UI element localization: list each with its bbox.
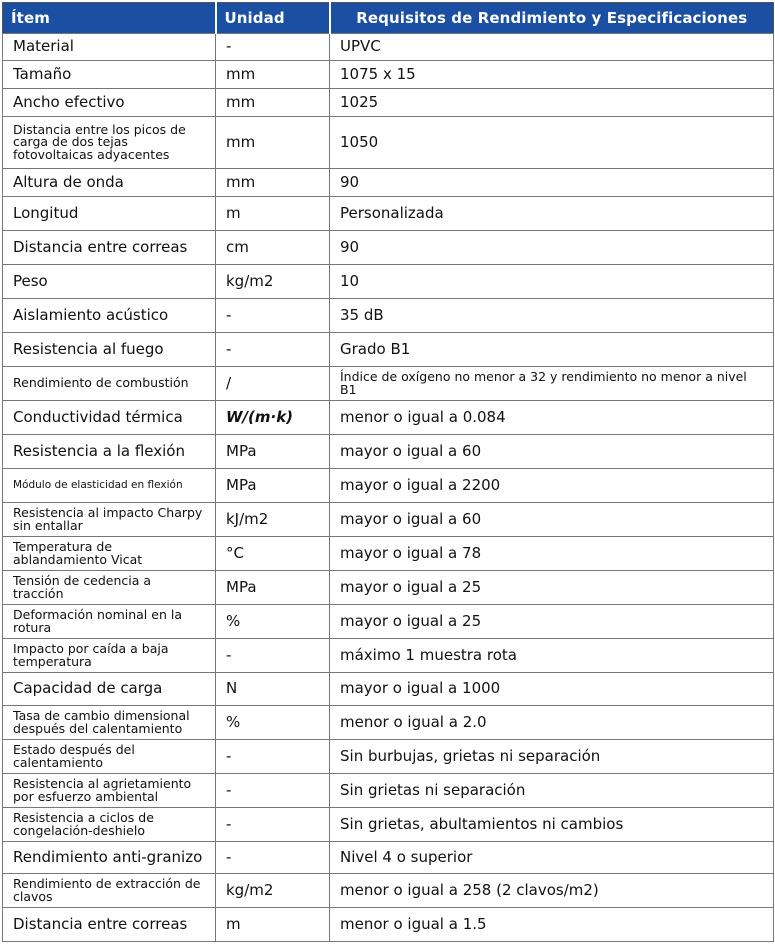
- table-row: [3, 503, 774, 537]
- spec-cell: Nivel 4 o superior: [330, 842, 774, 874]
- unit-cell: mm: [216, 89, 330, 117]
- unit-cell: -: [216, 740, 330, 774]
- table-row: [3, 842, 774, 874]
- spec-cell: mayor o igual a 25: [330, 605, 774, 639]
- table-row: [3, 367, 774, 401]
- item-cell: Longitud: [3, 197, 216, 231]
- spec-cell: 90: [330, 169, 774, 197]
- item-cell: Resistencia al fuego: [3, 333, 216, 367]
- table-row: [3, 706, 774, 740]
- item-cell: Material: [3, 34, 216, 61]
- spec-cell: 1050: [330, 117, 774, 169]
- unit-cell: mm: [216, 169, 330, 197]
- header-unit: Unidad: [216, 3, 330, 34]
- unit-cell: %: [216, 706, 330, 740]
- spec-cell: mayor o igual a 1000: [330, 673, 774, 706]
- table-body: [3, 34, 774, 942]
- item-cell: Deformación nominal en la rotura: [3, 605, 216, 639]
- spec-cell: máximo 1 muestra rota: [330, 639, 774, 673]
- spec-cell: 35 dB: [330, 299, 774, 333]
- table-row: [3, 197, 774, 231]
- table-row: [3, 537, 774, 571]
- item-cell: Altura de onda: [3, 169, 216, 197]
- spec-cell: mayor o igual a 2200: [330, 469, 774, 503]
- item-cell: Impacto por caída a baja temperatura: [3, 639, 216, 673]
- item-cell: Rendimiento de combustión: [3, 367, 216, 401]
- item-cell: Resistencia al impacto Charpy sin entallar: [3, 503, 216, 537]
- table-row: [3, 435, 774, 469]
- spec-cell: mayor o igual a 25: [330, 571, 774, 605]
- spec-cell: 1075 x 15: [330, 61, 774, 89]
- spec-cell: Sin burbujas, grietas ni separación: [330, 740, 774, 774]
- item-cell: Ancho efectivo: [3, 89, 216, 117]
- item-cell: Temperatura de ablandamiento Vicat: [3, 537, 216, 571]
- table-row: [3, 333, 774, 367]
- unit-cell: -: [216, 639, 330, 673]
- table-row: [3, 908, 774, 942]
- table-row: [3, 299, 774, 333]
- item-cell: Resistencia a ciclos de congelación-deshielo: [3, 808, 216, 842]
- table-row: [3, 401, 774, 435]
- unit-cell: mm: [216, 61, 330, 89]
- item-cell: Resistencia a la flexión: [3, 435, 216, 469]
- unit-cell: /: [216, 367, 330, 401]
- unit-cell: -: [216, 299, 330, 333]
- item-cell: Capacidad de carga: [3, 673, 216, 706]
- table-row: [3, 169, 774, 197]
- table-row: [3, 89, 774, 117]
- item-cell: Resistencia al agrietamiento por esfuerzo ambiental: [3, 774, 216, 808]
- table-header: [3, 3, 774, 34]
- unit-cell: kg/m2: [216, 874, 330, 908]
- spec-cell: mayor o igual a 78: [330, 537, 774, 571]
- spec-cell: menor o igual a 0.084: [330, 401, 774, 435]
- spec-cell: Grado B1: [330, 333, 774, 367]
- item-cell: Distancia entre los picos de carga de dos tejas fotovoltaicas adyacentes: [3, 117, 216, 169]
- table-row: [3, 231, 774, 265]
- unit-cell: -: [216, 34, 330, 61]
- item-cell: Módulo de elasticidad en flexión: [3, 469, 216, 503]
- unit-cell: MPa: [216, 571, 330, 605]
- item-cell: Distancia entre correas: [3, 908, 216, 942]
- spec-cell: mayor o igual a 60: [330, 435, 774, 469]
- table-row: [3, 774, 774, 808]
- item-cell: Estado después del calentamiento: [3, 740, 216, 774]
- unit-cell: MPa: [216, 469, 330, 503]
- table-row: [3, 117, 774, 169]
- spec-cell: 1025: [330, 89, 774, 117]
- table-row: [3, 673, 774, 706]
- item-cell: Distancia entre correas: [3, 231, 216, 265]
- unit-cell: W/(m·k): [216, 401, 330, 435]
- unit-cell: -: [216, 808, 330, 842]
- item-cell: Tensión de cedencia a tracción: [3, 571, 216, 605]
- item-cell: Rendimiento de extracción de clavos: [3, 874, 216, 908]
- unit-cell: cm: [216, 231, 330, 265]
- unit-cell: m: [216, 197, 330, 231]
- spec-cell: menor o igual a 2.0: [330, 706, 774, 740]
- spec-cell: menor o igual a 1.5: [330, 908, 774, 942]
- unit-cell: -: [216, 774, 330, 808]
- spec-cell: Sin grietas, abultamientos ni cambios: [330, 808, 774, 842]
- spec-table: [2, 2, 774, 942]
- table-row: [3, 605, 774, 639]
- spec-cell: Sin grietas ni separación: [330, 774, 774, 808]
- spec-cell: menor o igual a 258 (2 clavos/m2): [330, 874, 774, 908]
- table-row: [3, 61, 774, 89]
- unit-cell: -: [216, 333, 330, 367]
- table-row: [3, 740, 774, 774]
- header-row: [3, 3, 774, 34]
- spec-cell: 90: [330, 231, 774, 265]
- unit-cell: MPa: [216, 435, 330, 469]
- table-row: [3, 265, 774, 299]
- header-item: Ítem: [3, 3, 216, 34]
- table-row: [3, 34, 774, 61]
- header-spec: Requisitos de Rendimiento y Especificaciones: [330, 3, 774, 34]
- unit-cell: mm: [216, 117, 330, 169]
- unit-cell: N: [216, 673, 330, 706]
- spec-cell: 10: [330, 265, 774, 299]
- item-cell: Aislamiento acústico: [3, 299, 216, 333]
- item-cell: Rendimiento anti-granizo: [3, 842, 216, 874]
- spec-cell: Personalizada: [330, 197, 774, 231]
- item-cell: Peso: [3, 265, 216, 299]
- item-cell: Conductividad térmica: [3, 401, 216, 435]
- table-row: [3, 571, 774, 605]
- table-row: [3, 874, 774, 908]
- item-cell: Tamaño: [3, 61, 216, 89]
- table-row: [3, 469, 774, 503]
- spec-cell: UPVC: [330, 34, 774, 61]
- spec-cell: mayor o igual a 60: [330, 503, 774, 537]
- unit-cell: kg/m2: [216, 265, 330, 299]
- unit-cell: -: [216, 842, 330, 874]
- unit-cell: %: [216, 605, 330, 639]
- unit-cell: m: [216, 908, 330, 942]
- unit-cell: °C: [216, 537, 330, 571]
- table-row: [3, 808, 774, 842]
- unit-cell: kJ/m2: [216, 503, 330, 537]
- item-cell: Tasa de cambio dimensional después del calentamiento: [3, 706, 216, 740]
- table-row: [3, 639, 774, 673]
- spec-cell: Índice de oxígeno no menor a 32 y rendimiento no menor a nivel B1: [330, 367, 774, 401]
